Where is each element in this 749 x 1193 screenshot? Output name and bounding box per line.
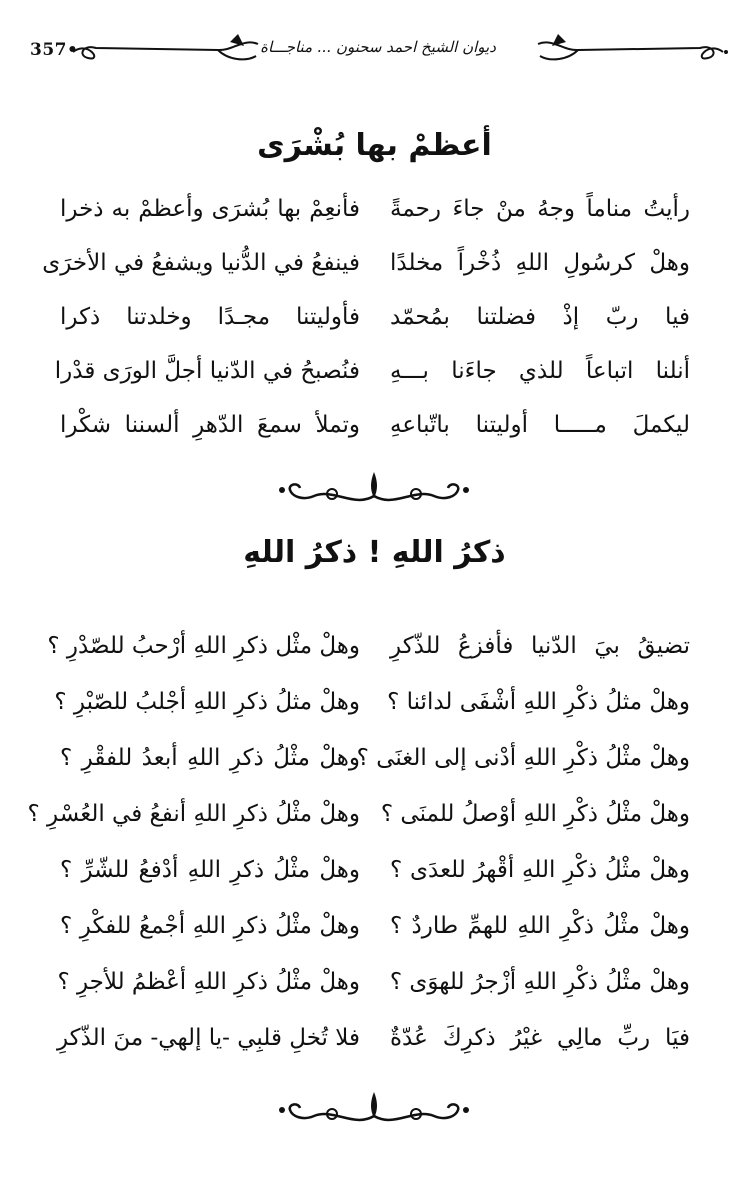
verse-line: [47, 624, 690, 680]
second-hemistich: وهلْ مثْلُ ذكرِ اللهِ أبعدُ للفقْرِ ؟: [60, 745, 360, 771]
first-hemistich: وهلْ كرسُولِ اللهِ ذُخْراً مخلدًا: [390, 250, 690, 276]
first-hemistich: تضيقُ بيَ الدّنيا فأفزعُ للذّكرِ: [390, 633, 690, 659]
second-hemistich: فنُصبحُ في الدّنيا أجلَّ الورَى قدْرا: [54, 358, 360, 384]
verse-line: [57, 960, 690, 1016]
fleur-ornament-icon: [274, 1088, 474, 1132]
running-title: ديوان الشيخ احمد سحنون ... مناجـــاة: [260, 38, 496, 56]
first-hemistich: ليكملَ مـــــا أوليتنا باتّباعهِ: [390, 412, 690, 438]
first-hemistich: وهلْ مثلُ ذكْرِ اللهِ أشْفَى لدائنا ؟: [387, 689, 690, 715]
poem-title: أعظمْ بها بُشْرَى: [257, 128, 492, 163]
poem-verses: [27, 624, 690, 1072]
second-hemistich: فلا تُخلِ قلبِي -يا إلهي- منَ الذّكرِ: [56, 1025, 360, 1051]
first-hemistich: رأيتُ مناماً وجهُ منْ جاءَ رحمةً: [390, 196, 690, 222]
second-hemistich: فينفعُ في الدُّنيا ويشفعُ في الأخرَى: [42, 250, 360, 276]
poem-title: ذكرُ اللهِ ! ذكرُ اللهِ: [243, 535, 506, 570]
verse-line: [27, 792, 690, 848]
verse-line: [60, 904, 690, 960]
first-hemistich: وهلْ مثْلُ ذكْرِ اللهِ أزْجرُ للهوَى ؟: [389, 969, 690, 995]
first-hemistich: فيَا ربِّ مالِي غيْرُ ذكرِكَ عُدّةٌ: [390, 1025, 690, 1051]
first-hemistich: أنلنا اتباعاً للذي جاءَنا بـــهِ: [390, 358, 690, 384]
second-hemistich: وهلْ مثْلُ ذكرِ اللهِ أعْظمُ للأجرِ ؟: [57, 969, 360, 995]
second-hemistich: فأوليتنا مجـدًا وخلدتنا ذكرا: [60, 304, 360, 330]
second-hemistich: فأنعِمْ بها بُشرَى وأعظمْ به ذخرا: [60, 196, 360, 222]
verse-line: [54, 680, 690, 736]
poem-verses: [42, 187, 690, 457]
second-hemistich: وهلْ مثْلُ ذكرِ اللهِ أنفعُ في العُسْرِ ؟: [27, 801, 360, 827]
first-hemistich: فيا ربّ إذْ فضلتنا بمُحمّد: [390, 304, 690, 330]
first-hemistich: وهلْ مثْلُ ذكْرِ اللهِ للهمِّ طاردٌ ؟: [390, 913, 690, 939]
first-hemistich: وهلْ مثْلُ ذكْرِ اللهِ أوْصلُ للمنَى ؟: [380, 801, 690, 827]
verse-line: [56, 1016, 690, 1072]
second-hemistich: وهلْ مثْل ذكرِ اللهِ أرْحبُ للصّدْرِ ؟: [47, 633, 360, 659]
second-hemistich: وهلْ مثْلُ ذكرِ اللهِ أجْمعُ للفكْرِ ؟: [60, 913, 360, 939]
verse-line: [60, 736, 690, 792]
first-hemistich: وهلْ مثْلُ ذكْرِ اللهِ أقْهرُ للعدَى ؟: [390, 857, 690, 883]
verse-line: [60, 187, 690, 241]
page-header: [28, 28, 728, 72]
verse-line: [60, 403, 690, 457]
first-hemistich: وهلْ مثْلُ ذكْرِ اللهِ أدْنى إلى الغنَى ؟: [356, 745, 690, 771]
verse-line: [60, 295, 690, 349]
second-hemistich: وهلْ مثْلُ ذكرِ اللهِ أدْفعُ للشّرِّ ؟: [60, 857, 360, 883]
second-hemistich: وهلْ مثلُ ذكرِ اللهِ أجْلبُ للصّبْرِ ؟: [54, 689, 360, 715]
page-number: 357•: [30, 40, 79, 60]
verse-line: [60, 848, 690, 904]
second-hemistich: وتملأ سمعَ الدّهرِ ألسننا شكْرا: [60, 412, 360, 438]
scroll-flourish-icon: [528, 30, 728, 70]
verse-line: [54, 349, 690, 403]
verse-line: [42, 241, 690, 295]
fleur-ornament-icon: [274, 468, 474, 512]
